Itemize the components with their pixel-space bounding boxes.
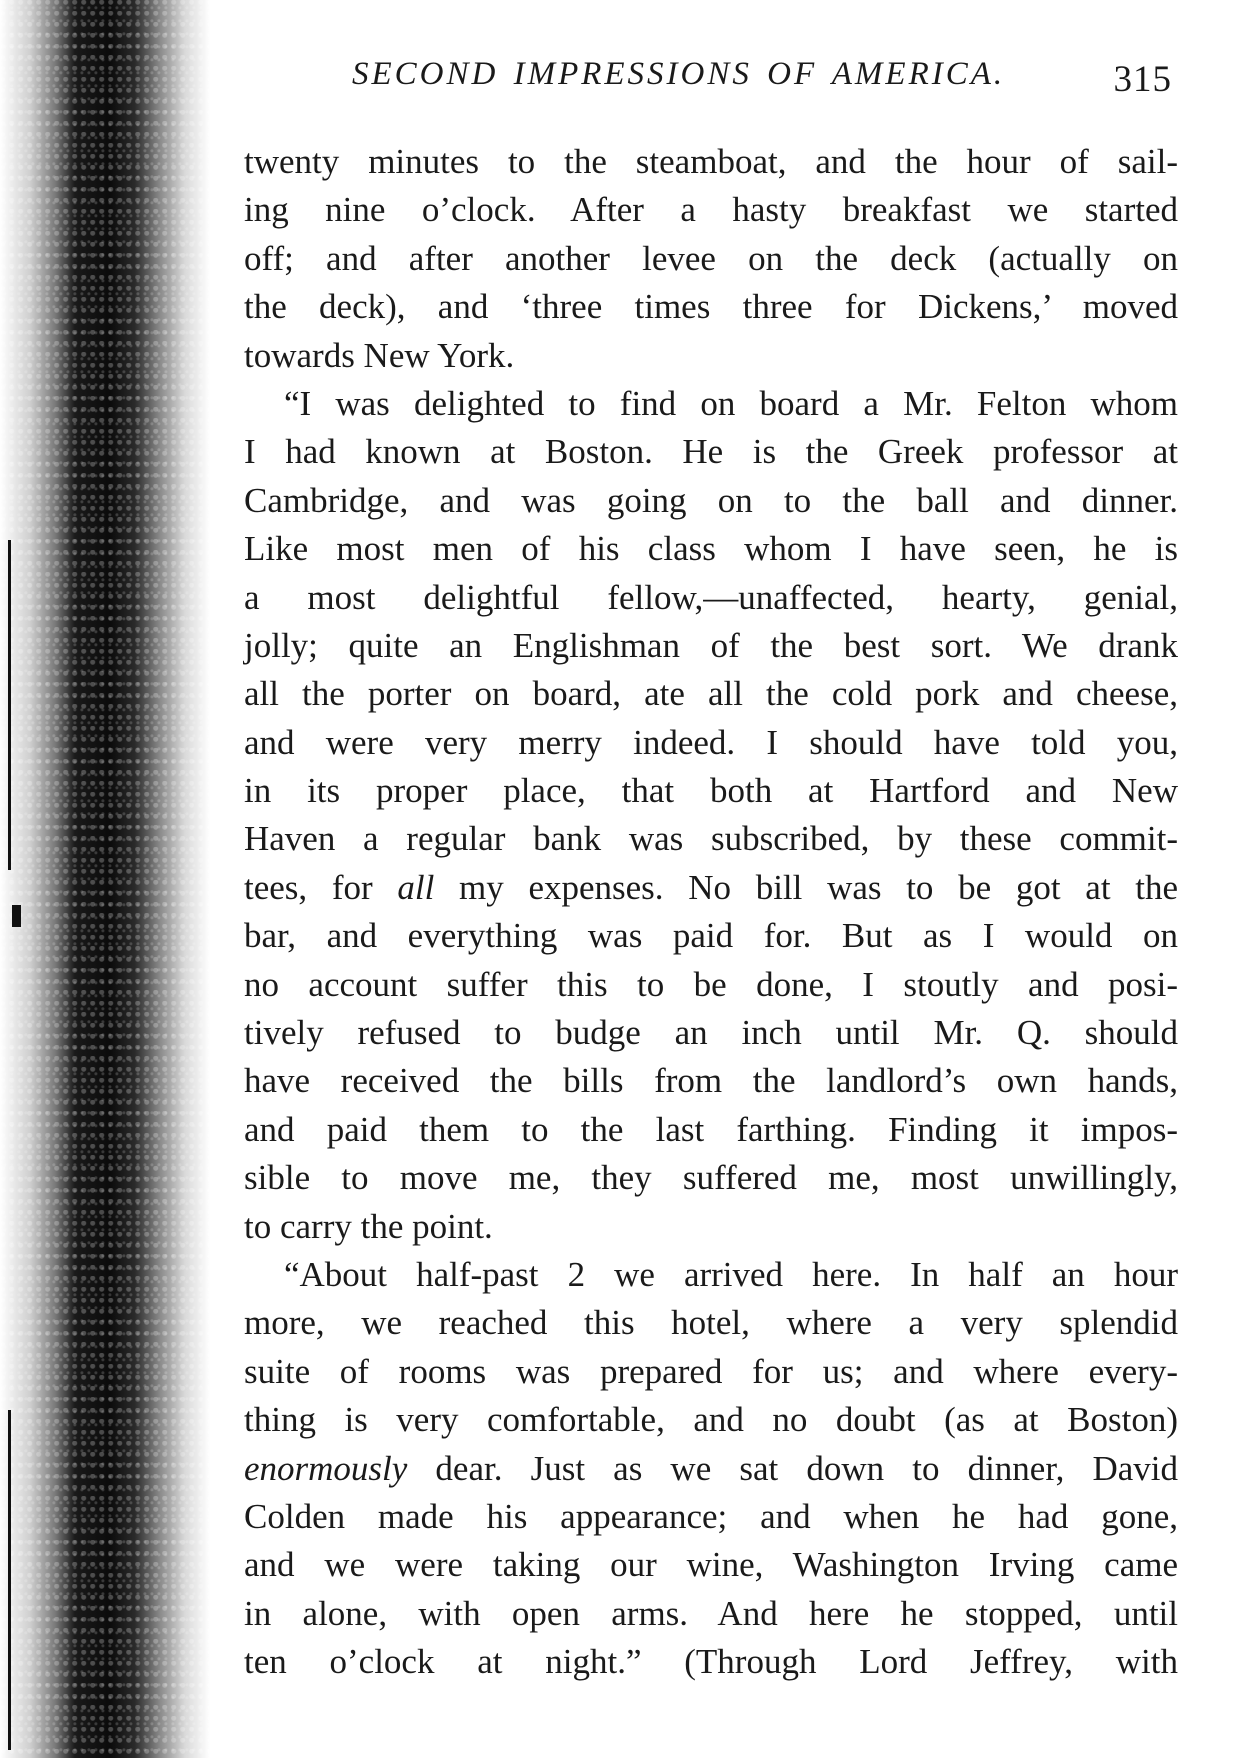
running-title: SECOND IMPRESSIONS OF AMERICA. — [352, 56, 1006, 92]
emphasized-word: enormously — [244, 1448, 408, 1488]
text-run: dear. Just as we sat down to dinner, David — [407, 1448, 1178, 1488]
text-line: twenty minutes to the steamboat, and the hour of sail- — [244, 142, 1178, 181]
text-line — [244, 1445, 1178, 1493]
text-line: in its proper place, that both at Hartford and New — [244, 771, 1178, 811]
text-line: all the porter on board, ate all the cold pork and cheese, — [244, 674, 1178, 714]
text-line: suite of rooms was prepared for us; and where every- — [244, 1351, 1178, 1391]
text-line: more, we reached this hotel, where a very splendid — [244, 1303, 1178, 1343]
text-line: and we were taking our wine, Washington Irving came — [244, 1545, 1178, 1585]
text-line: off; and after another levee on the deck (actually on — [244, 238, 1178, 278]
text-line: have received the bills from the landlord’s own hands, — [244, 1061, 1178, 1101]
text-line — [244, 864, 1178, 912]
running-head — [244, 52, 1178, 116]
text-run: my expenses. No bill was to be got at the — [434, 867, 1178, 907]
book-page — [244, 52, 1178, 1687]
text-line: sible to move me, they suffered me, most unwillingly, — [244, 1158, 1178, 1198]
text-line: Like most men of his class whom I have seen, he is — [244, 529, 1178, 569]
text-line: I had known at Boston. He is the Greek professor at — [244, 432, 1178, 472]
text-line: towards New York. — [244, 335, 515, 375]
text-line: thing is very comfortable, and no doubt (as at Boston) — [244, 1400, 1178, 1440]
emphasized-word: all — [397, 867, 435, 907]
text-line: and paid them to the last farthing. Finding it impos- — [244, 1109, 1178, 1149]
text-line: ten o’clock at night.” (Through Lord Jeffrey, with — [244, 1642, 1178, 1682]
gutter-edge-line — [8, 1410, 11, 1750]
text-line: bar, and everything was paid for. But as I would on — [244, 916, 1178, 956]
text-line: ing nine o’clock. After a hasty breakfast we started — [244, 190, 1178, 230]
text-line: Haven a regular bank was subscribed, by these commit- — [244, 819, 1178, 859]
text-line: a most delightful fellow,—unaffected, hearty, genial, — [244, 577, 1178, 617]
gutter-mark — [12, 905, 21, 927]
body-text — [244, 138, 1178, 1687]
text-line: tively refused to budge an inch until Mr. Q. should — [244, 1013, 1178, 1053]
text-line: the deck), and ‘three times three for Dickens,’ moved — [244, 287, 1178, 327]
text-line: and were very merry indeed. I should have told you, — [244, 722, 1178, 762]
text-line: jolly; quite an Englishman of the best sort. We drank — [244, 625, 1178, 665]
text-line: to carry the point. — [244, 1206, 493, 1246]
gutter-edge-line — [8, 540, 11, 870]
binding-gutter-shadow — [0, 0, 210, 1758]
text-line: in alone, with open arms. And here he stopped, until — [244, 1593, 1178, 1633]
text-run: tees, for — [244, 867, 398, 907]
text-line: no account suffer this to be done, I stoutly and posi- — [244, 964, 1178, 1004]
text-line: “I was delighted to find on board a Mr. Felton whom — [284, 383, 1178, 423]
text-line: “About half-past 2 we arrived here. In half an hour — [284, 1254, 1178, 1294]
page-number: 315 — [1113, 59, 1172, 100]
text-line: Colden made his appearance; and when he had gone, — [244, 1496, 1178, 1536]
text-line: Cambridge, and was going on to the ball and dinner. — [244, 480, 1178, 520]
